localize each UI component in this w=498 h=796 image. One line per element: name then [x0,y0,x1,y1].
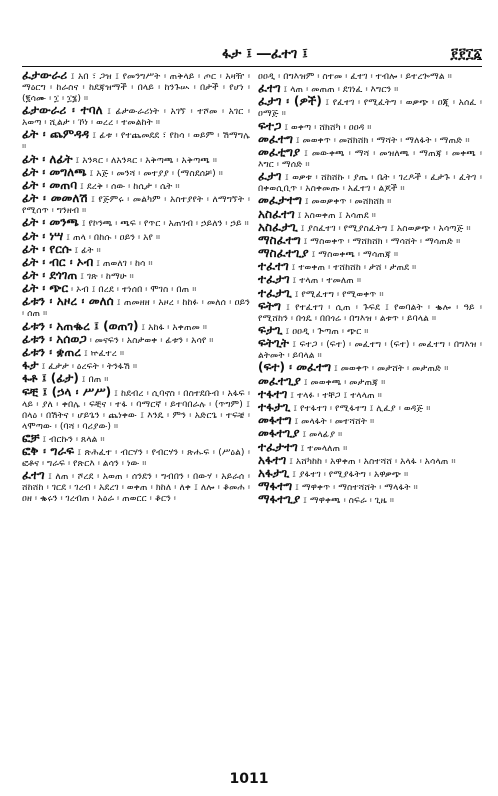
entry-definition: ፤ ጽሕፈተ ፡ ብርሃን ፡ የብርሃን ፡ ጽሑፍ ፡ (ሥዕል) ፡ ፎቶና ፡ ግራፍ ፡ የጽርእ ፡ ልሳን ፡ ነው ። [22,446,250,469]
entry-definition: ፤ ከደብረ ፡ ሲባኖስ ፡ በስተደቡብ ፡ አፋፍ ፡ ላይ ፡ ያለ ፡ ቀበሌ ፡ ፍቺና ፡ ተፋ ፡ ባማርኛ ፡ ይተባበራሉ ፡ (ጥግም) ፤ በላዕ ፡ በሽትና ፡ ሆይጌን ፡ ጨነቀው ፤ እንዴ ፡ ምን ፡ አድርጌ ፡ ተፍቼ ፡ ላሞጣው ፡ (ባሻ ፡ ባሪያው) ። [22,387,250,432]
entry-definition: ፤ ጠላ ፡ በከሱ ፡ ዐይን ፡ አየ ። [66,231,161,243]
dictionary-entry [258,232,482,247]
entry-headword: መፈተጊያ [258,373,301,388]
entry-headword: ፍተጋ [258,118,282,133]
dictionary-entry [22,296,250,319]
entry-headword: ፋታ [22,358,39,373]
dictionary-entry [258,285,482,300]
entry-definition: ፤ ማዋቀጫ ፡ ስፍራ ፡ ጊዜ ። [303,495,395,507]
entry-headword: ማስፈተጊያ [258,246,309,261]
entry-definition: ፤ መላፊያ ። [302,429,343,441]
entry-definition: ፤ የጅምሩ ፡ መልካም ፡ አስተያየት ፡ ለማግኘት ፡ የሚሰጥ ፡ ግንዘብ ። [22,194,250,217]
entry-definition: ፤ መወቃቀጥ ፡ መሸክሸክ ። [304,196,392,208]
entry-definition: ፤ አጅ ፡ መንሻ ፡ መተያያ ፡ (ማስደሰቻ) ። [89,167,223,179]
dictionary-entry [258,373,482,388]
dictionary-entry [258,195,482,207]
entry-definition: ፤ የተፈተገ ፡ ሲጠ ፡ ጉፍደ ፤ የወባልት ፡ ቈሎ ፡ ዓይ ፡ የሚሸከን ፡ በጎዴ ፡ በበጎሬ ፡ በግእዝ ፡ ልቱጥ ፡ ይባላል ። [258,301,483,324]
entry-headword: አፋታጊ [258,465,290,480]
entry-headword: ፊት ፡ የርሱ [22,241,72,256]
entry-headword: ተፈተገ [258,259,289,274]
right-column [258,70,482,507]
dictionary-entry [22,283,250,295]
entry-headword: ፊት ፡ መመለሽ [22,191,88,206]
entry-headword: ማስፈተግ [258,232,301,247]
entry-headword: ፊት ፡ ደጎገጠ [22,268,78,283]
running-head: ፋታ ፤ ―ፈተገ ፤ [222,46,308,62]
entry-definition: ፤ አበ ፣ ጋዝ ፤ የመንግሥት ፡ ጠቅላይ ፡ ጦር ፡ አዛዥ ፡ ማዕርግ ፡ ከራስና ፡ ከደጃዝማች ፡ በላይ ፡ ከንጉሡ ፡ በታች ፡ የሆነ ፡ (፪ሳሙ ፡ ፲ ፡ ፲፮) ። [22,71,251,104]
entry-definition: ፤ ማስወቀጫ ፡ ማሳጠጃ ። [311,249,399,261]
dictionary-entry [22,177,250,192]
dictionary-entry [22,105,250,128]
entry-definition: ፤ የሚፈተግ ፡ የሚወቀጥ ። [294,288,384,300]
entry-headword: ፊት ፡ ጨምዳዳ [22,127,90,142]
dictionary-entry [22,228,250,243]
entry-definition: ፤ የፈተገ ፡ የሚፈትግ ፡ ወቃጭ ፡ ዐጂ ፡ አሰፈ ፡ ዐማጅ ። [258,97,483,120]
dictionary-entry [22,151,250,166]
dictionary-entry [22,164,250,179]
dictionary-entry [258,338,482,361]
entry-definition: ፤ ማዋቀጥ ፡ ማስተሻሸት ፡ ማላፋት ። [295,482,418,494]
entry-headword: ፈታውራሪ [22,68,68,82]
left-column [22,70,250,505]
entry-definition: ፤ ፈታታ ፡ ዕረፍት ፡ ትንፋሽ ። [41,361,138,373]
entry-headword: ፈተገ [258,81,281,96]
dictionary-entry [22,318,250,333]
entry-headword: ፈታገ ፡ (ዎች) [258,94,322,109]
dictionary-entry [22,347,250,359]
entry-definition: ፤ ጠወለገ ፡ ከሳ ። [96,257,153,269]
dictionary-entry [22,193,250,216]
entry-headword: ፊቱን ፡ አጠቈረ ፤ (ወጠገ) [22,318,139,333]
dictionary-entry [258,70,482,82]
dictionary-entry [258,274,482,286]
dictionary-entry [22,129,250,152]
entry-definition: ፤ ፊት ። [74,244,101,256]
entry-headword: ፊታውራሪ ፡ ተባለ [22,103,103,118]
page-header [22,46,482,66]
entry-headword: ፊት ፡ ነሣ [22,228,64,243]
dictionary-entry [258,131,482,146]
entry-headword: ተፈታተገ [258,439,298,454]
entry-headword: ተፈታጊ [258,285,292,300]
entry-definition: ፤ ፊታውራሪነት ፡ አገኘ ፡ ተሾመ ፡ አገር ፡ አወጣ ፡ ሺልታ ፡ ኾነ ፡ ወረረ ፡ ተመልከት ። [22,106,251,129]
dictionary-entry [22,443,250,469]
entry-headword: (ፍተ) ፡ መፈተግ [258,360,332,375]
entry-definition: ፤ ኵፈተረ ። [83,348,125,359]
dictionary-entry [258,362,482,374]
dictionary-entry [22,430,250,445]
entry-headword: አስፈታጊ [258,219,298,234]
dictionary-entry [258,118,482,133]
entry-headword: ማፋተጊያ [258,492,301,507]
entry-headword: አፋተገ [258,452,287,467]
entry-definition: ፤ አንጻር ፡ ለአንጻር ፡ አቅጣጫ ፡ አቅጣጫ ። [75,154,218,166]
entry-headword: ተፈታገ [258,272,290,287]
entry-headword: መፋተግ [258,413,292,428]
entry-headword: ፊት ፡ ብር ፡ ኦብ [22,254,94,269]
dictionary-entry [258,261,482,273]
dictionary-entry [258,96,482,119]
entry-definition: ፤ ጠመዘዘ ፡ አዞረ ፡ ከከፉ ፡ መለሰ ፡ ዐይን ፡ ሰጠ ። [22,297,250,320]
entry-definition: ፤ ያፋተገ ፡ የሚያፋትግ ፡ አዋቃጭ ። [292,468,409,480]
dictionary-entry [22,470,250,504]
dictionary-entry [258,439,482,454]
entry-headword: ፍቺ ፤ (ኃላ ፡ ሥሥ) [22,384,112,399]
dictionary-entry [258,452,482,467]
entry-headword: መፋተጊያ [258,426,300,441]
entry-headword: ፈተገ [22,468,45,483]
entry-definition: ፤ በጠ ። [81,374,109,386]
entry-headword: ፊቱን ፡ አዞረ ፡ መለሰ [22,294,114,309]
entry-definition: ፤ ገጽ ፡ ከማሁ ። [80,271,134,283]
entry-definition: ፤ አከፋ ፡ አቀጠመ ። [141,321,208,333]
entry-definition: ፤ የኮንጫ ፡ ጫፍ ፡ የጥር ፡ አጠገብ ፡ ኃይለን ፡ ኃይ ። [81,218,249,230]
entry-headword: መፈቲግያ [258,144,301,159]
entry-headword: ተፋተገ [258,386,288,401]
entry-headword: ፊቱን ፡ ቋጠረ [22,345,82,359]
dictionary-entry [258,144,482,170]
dictionary-entry [22,270,250,282]
entry-definition: ፤ መላፋት ፡ መተሻሸት ። [294,416,375,428]
entry-headword: ፍትጊት [258,336,290,351]
entry-definition: ፤ ወቃቱ ፡ ሸከሸኩ ፡ ያጤ ፡ ቤት ፡ ገረዶች ፡ ፈታጉ ፡ ፈትገ ፡ በቀወሲቢጥ ፡ አስቀመጡ ፡ አፈተገ ፡ ልጆች ። [258,172,483,195]
dictionary-entry [258,386,482,401]
entry-definition: ፤ ተመላለጠ ። [300,442,348,454]
entry-definition: ፤ ላጠ ፡ መጠጠ ፡ ደገነፈ ፡ እግርን ። [283,84,399,96]
entry-definition: ፤ ዐዐዲ ፡ ጕጣጠ ፡ ጭር ። [285,326,369,337]
entry-headword: ፎቻ [22,430,40,445]
entry-headword: መፈተግ [258,131,293,146]
entry-definition: ፤ ፍተጋ ፡ (ፍተ) ፡ መፈተግ ፡ (ፍተ) ፡ መፈተግ ፡ በግእዝ ፡ ልትመት ፡ ይባላል ። [258,339,482,362]
page-number: 1011 [229,771,269,787]
dictionary-entry [22,331,250,346]
entry-headword: ፊት ፡ መጠባ [22,177,78,192]
entry-definition: ፡ መናፍን ፡ አስታወቀ ፡ ፊቱን ፡ አሳየ ። [89,334,214,346]
entry-definition: ፤ ተላጠ ፡ ተመለጠ ። [292,275,362,287]
entry-definition: ፤ ደረቅ ፡ ሰው ፡ ከሲታ ፡ ሴት ። [80,180,180,192]
dictionary-entry [258,171,482,194]
entry-headword: ፍታጊ [258,323,283,337]
entry-definition: ዐዐዲ ፡ በግእዝም ፡ ስተመ ፡ ፈተገ ፡ ተብሎ ፡ ይተረጐማል ። [258,71,452,82]
entry-headword: ፋቶ ፤ (ፊታ) [22,371,79,386]
dictionary-entry [22,373,250,385]
entry-headword: ፊት ፡ መንጫ [22,215,79,230]
entry-definition: ፤ መውቀጫ ፡ ማሻ ፡ መዝለጫ ፡ ማጠጃ ፡ መቀጫ ፡ እግር ፡ ማሰድ ። [258,147,482,170]
entry-headword: ፎቅ ፡ ግራፍ [22,443,75,458]
entry-headword: ፊት ፡ ጭር [22,281,69,296]
dictionary-entry [258,248,482,260]
entry-definition: ፤ አሸካከከ ፡ አዋቀጠ ፡ አስተሻሸ ፡ አላፋ ፡ አሳላጠ ። [289,455,456,467]
dictionary-entry [258,415,482,427]
entry-headword: ፊት ፡ ለፊት [22,151,73,166]
dictionary-entry [22,241,250,256]
entry-definition: ፤ ማስወቀጥ ፡ ማሸክሸክ ፡ ማሳሸት ፡ ማሳጠድ ። [303,235,461,247]
dictionary-entry [22,254,250,269]
entry-definition: ፤ መወቀጥ ፡ መታሸት ፡ መታጠድ ። [334,363,449,375]
entry-definition: ፤ መወቀጫ ፡ መታጠጃ ። [303,376,386,388]
entry-definition: ፡ ኦብ ፤ በረደ ፡ ተነሰበ ፡ ሞገስ ፡ በጠ ። [71,284,197,296]
entry-definition: ፤ መወቀጥ ፡ መሸክሸክ ፡ ማሻት ፡ ማለፋት ፡ ማጠድ ። [295,134,470,146]
entry-definition: ፤ ፊቱ ፡ የተጨመደደ ፣ የከሳ ፡ ወይም ፡ ሽማግሌ ። [22,130,251,153]
dictionary-entry [22,217,250,229]
entry-headword: ፊቱን ፡ አሰወጋ [22,331,87,346]
dictionary-entry [258,494,482,506]
dictionary-entry [258,298,483,324]
dictionary-entry [22,360,250,372]
dictionary-entry [22,384,250,432]
entry-headword: ፍትግ [258,298,281,313]
entry-definition: ፤ ለጠ ፡ ሾረደ ፡ አወጠ ፡ ሰንደን ፡ ግብበን ፡ በውሃ ፡ አይራሰ ፡ ሸከሸከ ፡ ገርደ ፡ ገረብ ፡ አደረገ ፡ ወቀጠ ፡ ክከለ ፡ ለቀ ፤ ለሎ ፡ ቆመሐ ፡ ዐዘ ፡ ቈሩን ፡ ገረብጠ ፡ አዕራ ፡ ጠወርር ፡ ቆርን ፡ [22,471,250,505]
entry-headword: ፊት ፡ መግለጫ [22,164,87,179]
dictionary-entry [258,481,482,493]
entry-definition: ፤ ተላፉ ፡ ተቸጋ ፤ ተላላጠ ። [290,389,382,401]
dictionary-entry [258,399,482,414]
entry-definition: ፤ ብርኩን ፡ ጸላል ። [42,433,105,445]
entry-headword: አስፈተገ [258,206,295,221]
header-rule [22,66,482,67]
dictionary-entry [258,428,482,440]
entry-definition: ፤ አስወቀጠ ፤ አሳጠደ ። [297,209,376,221]
entry-definition: ፤ ተወቀጠ ፡ ተሸከሸከ ፡ ታሸ ፡ ታጠደ ። [291,262,417,274]
dictionary-entry [258,206,482,221]
entry-headword: ፈታገ [258,169,282,184]
entry-definition: ፤ የተፋተገ ፡ የሚፋተግ ፤ ሊፈያ ፡ ወዳጅ ። [293,402,431,414]
entry-headword: ተፋታጊ [258,399,291,414]
dictionary-entry [258,325,482,337]
dictionary-entry [22,70,250,104]
dictionary-entry [258,465,482,480]
dictionary-entry [258,83,482,95]
entry-headword: ማፋተግ [258,479,293,494]
dictionary-entry [258,219,482,234]
page-ref-ethiopic: ፻፻፲፩ [450,46,482,62]
entry-definition: ፤ ወቀጣ ፡ ሸክሸካ ፡ ዐዐዳ ። [284,121,372,133]
entry-headword: መፈታተግ [258,193,302,208]
entry-definition: ፤ ያስፈተገ ፡ የሚያስፈትግ ፤ አስወቃጭ ፡ አሳጣጅ ። [300,222,471,234]
